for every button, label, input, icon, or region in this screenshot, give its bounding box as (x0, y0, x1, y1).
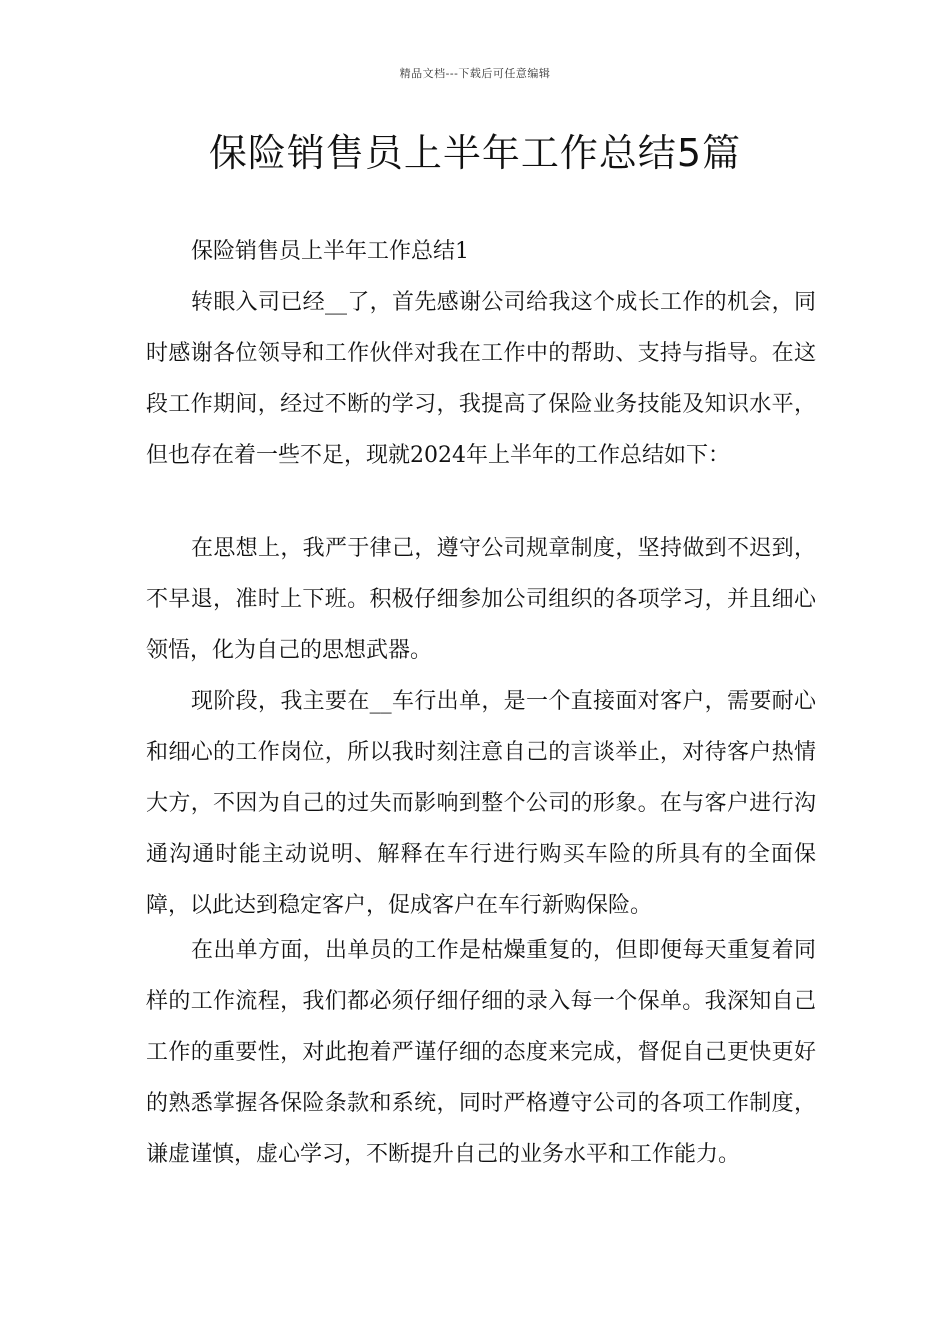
paragraph-text: 现阶段，我主要在__车行出单，是一个直接面对客户，需要耐心和细心的工作岗位，所以我时刻注意自己的言谈举止，对待客户热情大方，不因为自己的过失而影响到整个公司的形象。在与客户进行沟通沟通时能主动说明、解释在车行进行购买车险的所具有的全面保障，以此达到稳定客户，促成客户在车行新购保险。 (146, 689, 816, 918)
paragraph-3 (146, 676, 816, 931)
paragraph-text: 转眼入司已经__了，首先感谢公司给我这个成长工作的机会，同时感谢各位领导和工作伙伴对我在工作中的帮助、支持与指导。在这段工作期间，经过不断的学习，我提高了保险业务技能及知识水平，但也存在着一些不足，现就2024年上半年的工作总结如下： (146, 290, 816, 468)
paragraph-1 (146, 277, 816, 481)
header-note: 精品文档---下载后可任意编辑 (399, 67, 551, 80)
paragraph-2 (146, 523, 816, 676)
paragraph-4 (146, 925, 816, 1180)
section-heading: 保险销售员上半年工作总结1 (191, 239, 469, 264)
document-title: 保险销售员上半年工作总结5篇 (208, 131, 742, 175)
paragraph-text: 在出单方面，出单员的工作是枯燥重复的，但即便每天重复着同样的工作流程，我们都必须仔细仔细的录入每一个保单。我深知自己工作的重要性，对此抱着严谨仔细的态度来完成，督促自己更快更好的熟悉掌握各保险条款和系统，同时严格遵守公司的各项工作制度，谦虚谨慎，虚心学习，不断提升自己的业务水平和工作能力。 (146, 938, 816, 1167)
paragraph-text: 在思想上，我严于律己，遵守公司规章制度，坚持做到不迟到，不早退，准时上下班。积极仔细参加公司组织的各项学习，并且细心领悟，化为自己的思想武器。 (146, 536, 816, 663)
